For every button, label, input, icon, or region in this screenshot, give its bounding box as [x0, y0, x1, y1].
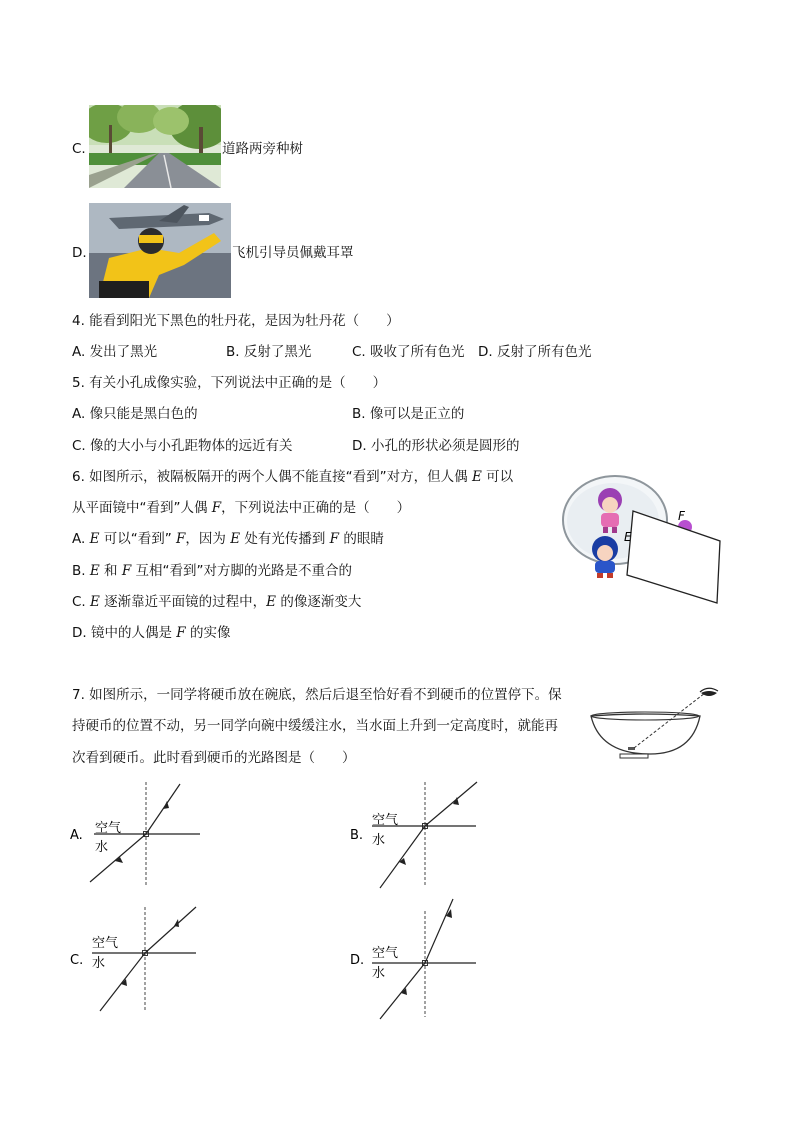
diagram-c-label: C.	[70, 953, 84, 968]
q4-option-b: B. 反射了黑光	[226, 344, 312, 360]
q4-option-d: D. 反射了所有色光	[478, 344, 592, 360]
figure-label-f: F	[678, 509, 685, 523]
doll-e	[592, 536, 618, 578]
q7-stem-line-2: 持硬币的位置不动，另一同学向碗中缓缓注水，当水面上升到一定高度时，就能再	[72, 718, 558, 734]
q3-option-c-label: C.	[72, 141, 86, 157]
q5-option-a: A. 像只能是黑白色的	[72, 406, 198, 422]
q7-diagram-b	[350, 780, 490, 890]
q6-option-d: D. 镜中的人偶是 F 的实像	[72, 625, 231, 641]
q6-option-c: C. E 逐渐靠近平面镜的过程中，E 的像逐渐变大	[72, 594, 362, 610]
q7-diagram-c	[70, 905, 210, 1015]
q7-stem-line-1: 7. 如图所示，一同学将硬币放在碗底，然后后退至恰好看不到硬币的位置停下。保	[72, 687, 562, 703]
q5-option-b: B. 像可以是正立的	[352, 406, 465, 422]
q6-mirror-figure	[555, 475, 725, 610]
q6-option-b: B. E 和 F 互相“看到”对方脚的光路是不重合的	[72, 563, 352, 579]
q3-option-d-label: D.	[72, 245, 87, 261]
q6-stem-line-1: 6. 如图所示，被隔板隔开的两个人偶不能直接“看到”对方，但人偶 E 可以	[72, 469, 514, 485]
diagram-d-label: D.	[350, 953, 365, 968]
partition-board	[627, 511, 720, 603]
diagram-b-air-label: 空气	[372, 813, 399, 828]
diagram-d-water-label: 水	[372, 966, 386, 981]
diagram-c-water-label: 水	[92, 956, 106, 971]
diagram-a-air-label: 空气	[95, 821, 122, 836]
q3-option-d-caption: 飞机引导员佩戴耳罩	[232, 245, 354, 261]
q4-option-a: A. 发出了黑光	[72, 344, 158, 360]
q7-diagram-a	[70, 780, 210, 890]
q7-stem-line-3: 次看到硬币。此时看到硬币的光路图是（ ）	[72, 750, 356, 766]
q5-stem: 5. 有关小孔成像实验，下列说法中正确的是（ ）	[72, 375, 387, 391]
figure-label-e: E	[624, 530, 632, 544]
q6-option-a: A. E 可以“看到” F，因为 E 处有光传播到 F 的眼睛	[72, 531, 384, 547]
diagram-b-label: B.	[350, 828, 364, 843]
diagram-a-water-label: 水	[95, 840, 109, 855]
q4-option-c: C. 吸收了所有色光	[352, 344, 465, 360]
q6-stem-line-2: 从平面镜中“看到”人偶 F，下列说法中正确的是（ ）	[72, 500, 411, 516]
tree-lined-road-photo	[89, 105, 221, 188]
diagram-b-water-label: 水	[372, 833, 386, 848]
diagram-a-label: A.	[70, 828, 83, 843]
q7-bowl-figure	[588, 684, 723, 760]
q3-option-c-caption: 道路两旁种树	[222, 141, 303, 157]
diagram-d-air-label: 空气	[372, 946, 399, 961]
q7-diagram-d	[350, 897, 490, 1021]
diagram-c-air-label: 空气	[92, 936, 119, 951]
q5-option-c: C. 像的大小与小孔距物体的远近有关	[72, 438, 293, 454]
q4-stem: 4. 能看到阳光下黑色的牡丹花，是因为牡丹花（ ）	[72, 313, 400, 329]
jet-marshaller-photo	[89, 203, 231, 298]
q5-option-d: D. 小孔的形状必须是圆形的	[352, 438, 520, 454]
